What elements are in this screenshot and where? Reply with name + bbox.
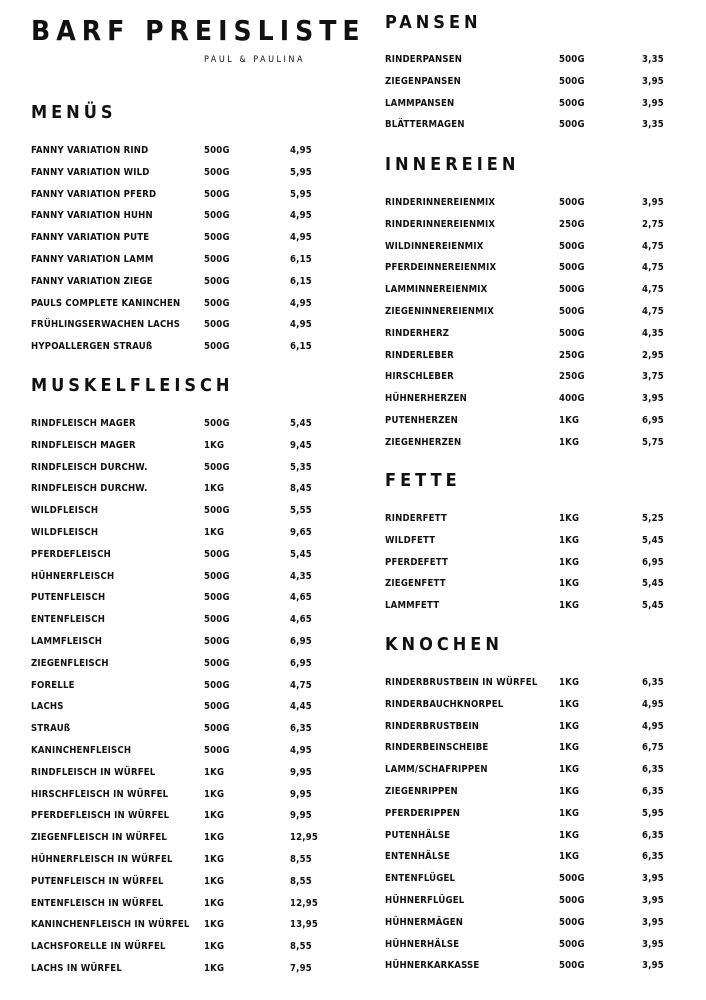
item-price: 8,55 <box>290 941 312 953</box>
item-price: 4,35 <box>290 570 312 582</box>
item-name: ENTENFLÜGEL <box>385 873 456 885</box>
item-size: 250G <box>559 349 585 361</box>
item-size: 1KG <box>559 436 580 448</box>
item-size: 500G <box>204 341 230 353</box>
item-name: WILDFETT <box>385 534 436 546</box>
item-name: RINDERPANSEN <box>385 54 463 65</box>
price-row <box>385 432 685 454</box>
item-size: 1KG <box>559 578 580 590</box>
price-row <box>31 478 331 500</box>
item-name: PAULS COMPLETE KANINCHEN <box>31 297 181 309</box>
item-price: 4,35 <box>642 327 664 339</box>
price-row <box>31 435 331 457</box>
price-row <box>385 388 685 410</box>
item-name: HÜHNERHERZEN <box>385 393 467 405</box>
item-size: 500G <box>559 305 585 317</box>
item-price: 9,95 <box>290 788 312 800</box>
item-size: 1KG <box>204 875 225 887</box>
item-price: 3,95 <box>642 916 664 928</box>
item-size: 500G <box>559 894 585 906</box>
section-title-menus: MENÜS <box>31 102 117 123</box>
price-row <box>31 849 331 871</box>
item-size: 1KG <box>204 439 225 451</box>
price-row <box>31 249 331 271</box>
item-price: 6,35 <box>642 764 664 776</box>
item-size: 1KG <box>559 785 580 797</box>
item-size: 500G <box>204 253 230 265</box>
item-price: 4,95 <box>290 145 312 156</box>
item-name: HÜHNERMÄGEN <box>385 916 464 928</box>
item-size: 1KG <box>559 742 580 754</box>
price-row <box>31 631 331 653</box>
item-name: ZIEGENFLEISCH IN WÜRFEL <box>31 832 168 844</box>
item-price: 4,95 <box>290 319 312 331</box>
price-row <box>385 93 685 115</box>
item-name: LACHS IN WÜRFEL <box>31 962 122 974</box>
item-price: 4,75 <box>642 240 664 252</box>
item-size: 1KG <box>204 962 225 974</box>
item-size: 500G <box>559 873 585 885</box>
item-name: PUTENFLEISCH IN WÜRFEL <box>31 875 164 887</box>
item-price: 5,35 <box>290 461 312 473</box>
item-name: PUTENFLEISCH <box>31 592 106 604</box>
item-size: 500G <box>559 240 585 252</box>
item-size: 1KG <box>559 414 580 426</box>
item-name: FANNY VARIATION PUTE <box>31 232 150 244</box>
price-row <box>31 893 331 915</box>
item-price: 4,95 <box>290 297 312 309</box>
item-price: 3,35 <box>642 54 664 65</box>
item-size: 500G <box>204 232 230 244</box>
item-price: 7,95 <box>290 962 312 974</box>
item-price: 8,55 <box>290 853 312 865</box>
item-price: 9,45 <box>290 439 312 451</box>
price-row <box>385 846 685 868</box>
price-row <box>385 530 685 552</box>
item-name: ZIEGENPANSEN <box>385 75 461 87</box>
item-price: 3,95 <box>642 393 664 405</box>
item-price: 5,45 <box>642 600 664 612</box>
item-size: 1KG <box>559 851 580 863</box>
price-row <box>31 740 331 762</box>
item-size: 500G <box>204 275 230 287</box>
item-price: 5,45 <box>290 418 312 429</box>
item-price: 5,55 <box>290 505 312 517</box>
price-row <box>385 573 685 595</box>
price-row <box>385 71 685 93</box>
item-name: HÜHNERFLEISCH IN WÜRFEL <box>31 853 173 865</box>
item-name: ZIEGENFETT <box>385 578 446 590</box>
item-price: 5,45 <box>290 548 312 560</box>
price-row <box>31 413 331 435</box>
item-price: 6,35 <box>642 851 664 863</box>
item-size: 1KG <box>204 832 225 844</box>
item-price: 4,75 <box>642 284 664 296</box>
price-row <box>385 803 685 825</box>
section-title-knochen: KNOCHEN <box>385 634 503 655</box>
item-price: 4,95 <box>290 744 312 756</box>
price-row <box>31 205 331 227</box>
item-size: 500G <box>204 723 230 735</box>
price-row <box>385 192 685 214</box>
item-size: 1KG <box>559 764 580 776</box>
price-row <box>31 653 331 675</box>
item-name: RINDFLEISCH MAGER <box>31 418 136 429</box>
price-row <box>31 914 331 936</box>
price-row <box>31 936 331 958</box>
item-price: 4,95 <box>290 210 312 222</box>
item-name: FANNY VARIATION LAMM <box>31 253 154 265</box>
item-price: 3,95 <box>642 938 664 950</box>
price-row <box>31 587 331 609</box>
item-name: WILDFLEISCH <box>31 505 99 517</box>
price-list-fette <box>385 508 685 617</box>
price-row <box>385 595 685 617</box>
item-price: 6,35 <box>290 723 312 735</box>
item-size: 500G <box>204 635 230 647</box>
item-name: STRAUß <box>31 723 71 735</box>
item-name: RINDFLEISCH DURCHW. <box>31 461 148 473</box>
price-row <box>31 609 331 631</box>
item-price: 3,95 <box>642 894 664 906</box>
item-name: FORELLE <box>31 679 75 691</box>
item-name: PUTENHERZEN <box>385 414 458 426</box>
price-row <box>31 457 331 479</box>
item-price: 3,95 <box>642 960 664 972</box>
item-size: 500G <box>559 327 585 339</box>
price-row <box>385 781 685 803</box>
section-title-fette: FETTE <box>385 470 461 491</box>
item-name: LACHS <box>31 701 64 713</box>
item-size: 500G <box>559 960 585 972</box>
item-size: 500G <box>559 197 585 208</box>
item-name: RINDERINNEREIENMIX <box>385 197 496 208</box>
item-size: 500G <box>559 916 585 928</box>
item-size: 500G <box>204 505 230 517</box>
price-row <box>31 336 331 358</box>
item-name: WILDFLEISCH <box>31 526 99 538</box>
item-size: 500G <box>559 284 585 296</box>
price-row <box>31 293 331 315</box>
item-size: 1KG <box>204 810 225 822</box>
item-name: PFERDEFETT <box>385 556 449 568</box>
item-name: ZIEGENFLEISCH <box>31 657 109 669</box>
item-name: PFERDEINNEREIENMIX <box>385 262 497 274</box>
item-name: RINDERBRUSTBEIN <box>385 720 480 732</box>
item-name: LAMMFETT <box>385 600 440 612</box>
item-name: LAMMPANSEN <box>385 97 455 109</box>
item-size: 500G <box>204 570 230 582</box>
item-price: 4,75 <box>290 679 312 691</box>
item-name: RINDERFETT <box>385 513 447 524</box>
item-size: 500G <box>204 592 230 604</box>
price-row <box>31 718 331 740</box>
item-name: FANNY VARIATION ZIEGE <box>31 275 153 287</box>
item-price: 2,95 <box>642 349 664 361</box>
item-size: 500G <box>559 938 585 950</box>
item-size: 500G <box>204 614 230 626</box>
item-name: RINDFLEISCH IN WÜRFEL <box>31 766 156 778</box>
item-price: 3,75 <box>642 371 664 383</box>
item-name: BLÄTTERMAGEN <box>385 119 465 131</box>
item-name: ENTENFLEISCH <box>31 614 106 626</box>
price-row <box>385 366 685 388</box>
page-subtitle: PAUL & PAULINA <box>204 55 305 65</box>
item-size: 1KG <box>204 897 225 909</box>
item-price: 5,25 <box>642 513 664 524</box>
item-price: 13,95 <box>290 919 319 931</box>
item-name: HÜHNERKARKASSE <box>385 960 480 972</box>
item-name: WILDINNEREIENMIX <box>385 240 484 252</box>
item-size: 1KG <box>204 941 225 953</box>
item-price: 5,45 <box>642 578 664 590</box>
item-size: 1KG <box>559 829 580 841</box>
item-name: LAMM/SCHAFRIPPEN <box>385 764 488 776</box>
page-title: BARF PREISLISTE <box>31 14 366 47</box>
price-row <box>385 825 685 847</box>
item-name: PFERDERIPPEN <box>385 807 461 819</box>
item-name: KANINCHENFLEISCH IN WÜRFEL <box>31 919 190 931</box>
price-row <box>31 827 331 849</box>
item-name: PUTENHÄLSE <box>385 829 451 841</box>
price-row <box>31 784 331 806</box>
item-size: 250G <box>559 218 585 230</box>
item-price: 6,35 <box>642 677 664 688</box>
item-name: LAMMINNEREIENMIX <box>385 284 488 296</box>
item-size: 500G <box>204 679 230 691</box>
price-row <box>31 696 331 718</box>
item-price: 3,95 <box>642 197 664 208</box>
section-title-pansen: PANSEN <box>385 12 482 33</box>
price-row <box>31 762 331 784</box>
section-title-muskelfleisch: MUSKELFLEISCH <box>31 375 234 396</box>
item-name: ZIEGENINNEREIENMIX <box>385 305 495 317</box>
item-name: RINDERBEINSCHEIBE <box>385 742 489 754</box>
item-name: KANINCHENFLEISCH <box>31 744 132 756</box>
item-size: 500G <box>559 262 585 274</box>
price-row <box>31 544 331 566</box>
price-row <box>31 805 331 827</box>
item-name: FANNY VARIATION WILD <box>31 166 150 178</box>
item-size: 500G <box>204 145 230 156</box>
item-price: 6,35 <box>642 785 664 797</box>
price-row <box>385 868 685 890</box>
price-row <box>385 672 685 694</box>
item-size: 1KG <box>559 698 580 710</box>
item-price: 6,95 <box>642 556 664 568</box>
item-price: 4,75 <box>642 305 664 317</box>
item-price: 8,55 <box>290 875 312 887</box>
item-name: HYPOALLERGEN STRAUß <box>31 341 153 353</box>
price-row <box>31 271 331 293</box>
item-name: FANNY VARIATION HUHN <box>31 210 153 222</box>
price-list-innereien <box>385 192 685 454</box>
price-row <box>385 890 685 912</box>
price-row <box>31 227 331 249</box>
item-name: ZIEGENHERZEN <box>385 436 462 448</box>
price-row <box>385 345 685 367</box>
price-row <box>385 552 685 574</box>
item-name: PFERDEFLEISCH IN WÜRFEL <box>31 810 170 822</box>
price-list-pansen <box>385 49 685 136</box>
item-price: 5,95 <box>642 807 664 819</box>
item-size: 1KG <box>559 600 580 612</box>
item-price: 4,95 <box>642 720 664 732</box>
price-row <box>385 323 685 345</box>
item-price: 3,95 <box>642 873 664 885</box>
price-row <box>385 912 685 934</box>
item-size: 500G <box>204 418 230 429</box>
price-list-knochen <box>385 672 685 977</box>
price-row <box>385 257 685 279</box>
price-row <box>385 279 685 301</box>
item-name: HIRSCHLEBER <box>385 371 454 383</box>
price-row <box>385 410 685 432</box>
item-price: 6,15 <box>290 275 312 287</box>
item-name: RINDERLEBER <box>385 349 454 361</box>
item-size: 1KG <box>559 720 580 732</box>
price-row <box>385 934 685 956</box>
item-name: ENTENHÄLSE <box>385 851 451 863</box>
price-row <box>385 716 685 738</box>
item-price: 6,95 <box>290 635 312 647</box>
item-price: 6,15 <box>290 253 312 265</box>
price-row <box>31 675 331 697</box>
item-size: 1KG <box>559 807 580 819</box>
item-price: 4,45 <box>290 701 312 713</box>
price-row <box>31 522 331 544</box>
item-price: 6,95 <box>642 414 664 426</box>
item-name: RINDERBAUCHKNORPEL <box>385 698 504 710</box>
price-row <box>385 737 685 759</box>
price-row <box>385 508 685 530</box>
item-name: HÜHNERFLÜGEL <box>385 894 465 906</box>
item-name: ENTENFLEISCH IN WÜRFEL <box>31 897 164 909</box>
item-size: 1KG <box>559 534 580 546</box>
price-row <box>31 162 331 184</box>
item-size: 500G <box>204 319 230 331</box>
item-name: HIRSCHFLEISCH IN WÜRFEL <box>31 788 169 800</box>
price-row <box>31 958 331 980</box>
item-price: 3,95 <box>642 75 664 87</box>
item-price: 5,45 <box>642 534 664 546</box>
item-price: 9,95 <box>290 810 312 822</box>
item-price: 4,75 <box>642 262 664 274</box>
price-row <box>385 694 685 716</box>
price-row <box>385 301 685 323</box>
item-name: FRÜHLINGSERWACHEN LACHS <box>31 319 181 331</box>
item-price: 5,75 <box>642 436 664 448</box>
item-size: 500G <box>559 54 585 65</box>
item-size: 500G <box>204 548 230 560</box>
item-name: ZIEGENRIPPEN <box>385 785 458 797</box>
item-size: 500G <box>204 188 230 200</box>
price-row <box>385 49 685 71</box>
item-size: 500G <box>559 119 585 131</box>
item-size: 1KG <box>204 526 225 538</box>
item-size: 500G <box>559 97 585 109</box>
item-price: 3,35 <box>642 119 664 131</box>
item-size: 500G <box>204 744 230 756</box>
price-row <box>385 236 685 258</box>
item-price: 6,75 <box>642 742 664 754</box>
item-price: 3,95 <box>642 97 664 109</box>
item-price: 2,75 <box>642 218 664 230</box>
item-name: RINDFLEISCH MAGER <box>31 439 136 451</box>
item-size: 1KG <box>559 556 580 568</box>
item-price: 9,65 <box>290 526 312 538</box>
item-name: LAMMFLEISCH <box>31 635 103 647</box>
item-price: 9,95 <box>290 766 312 778</box>
item-name: RINDERINNEREIENMIX <box>385 218 496 230</box>
item-size: 500G <box>204 297 230 309</box>
price-row <box>31 871 331 893</box>
item-size: 500G <box>559 75 585 87</box>
item-price: 4,95 <box>642 698 664 710</box>
item-price: 12,95 <box>290 832 319 844</box>
item-size: 1KG <box>559 677 580 688</box>
item-size: 500G <box>204 166 230 178</box>
item-price: 6,15 <box>290 341 312 353</box>
item-size: 1KG <box>204 853 225 865</box>
item-name: RINDERHERZ <box>385 327 450 339</box>
item-size: 500G <box>204 461 230 473</box>
item-name: LACHSFORELLE IN WÜRFEL <box>31 941 166 953</box>
price-row <box>385 955 685 977</box>
item-price: 5,95 <box>290 188 312 200</box>
item-price: 12,95 <box>290 897 319 909</box>
price-row <box>385 214 685 236</box>
item-name: HÜHNERFLEISCH <box>31 570 115 582</box>
item-price: 8,45 <box>290 483 312 495</box>
item-size: 500G <box>204 657 230 669</box>
section-title-innereien: INNEREIEN <box>385 154 520 175</box>
item-price: 6,35 <box>642 829 664 841</box>
item-price: 6,95 <box>290 657 312 669</box>
item-size: 400G <box>559 393 585 405</box>
item-price: 4,95 <box>290 232 312 244</box>
price-row <box>31 184 331 206</box>
item-size: 500G <box>204 210 230 222</box>
item-name: FANNY VARIATION PFERD <box>31 188 157 200</box>
price-row <box>31 566 331 588</box>
item-size: 1KG <box>204 483 225 495</box>
item-size: 1KG <box>559 513 580 524</box>
item-name: HÜHNERHÄLSE <box>385 938 460 950</box>
price-row <box>385 114 685 136</box>
item-name: RINDERBRUSTBEIN IN WÜRFEL <box>385 677 538 688</box>
price-row <box>385 759 685 781</box>
item-size: 1KG <box>204 919 225 931</box>
price-row <box>31 500 331 522</box>
item-name: FANNY VARIATION RIND <box>31 145 149 156</box>
price-list-menus <box>31 140 331 358</box>
price-list-muskelfleisch <box>31 413 331 980</box>
item-size: 500G <box>204 701 230 713</box>
item-price: 5,95 <box>290 166 312 178</box>
item-name: PFERDEFLEISCH <box>31 548 111 560</box>
item-size: 1KG <box>204 766 225 778</box>
item-price: 4,65 <box>290 592 312 604</box>
price-row <box>31 314 331 336</box>
item-size: 250G <box>559 371 585 383</box>
item-price: 4,65 <box>290 614 312 626</box>
price-row <box>31 140 331 162</box>
item-size: 1KG <box>204 788 225 800</box>
item-name: RINDFLEISCH DURCHW. <box>31 483 148 495</box>
